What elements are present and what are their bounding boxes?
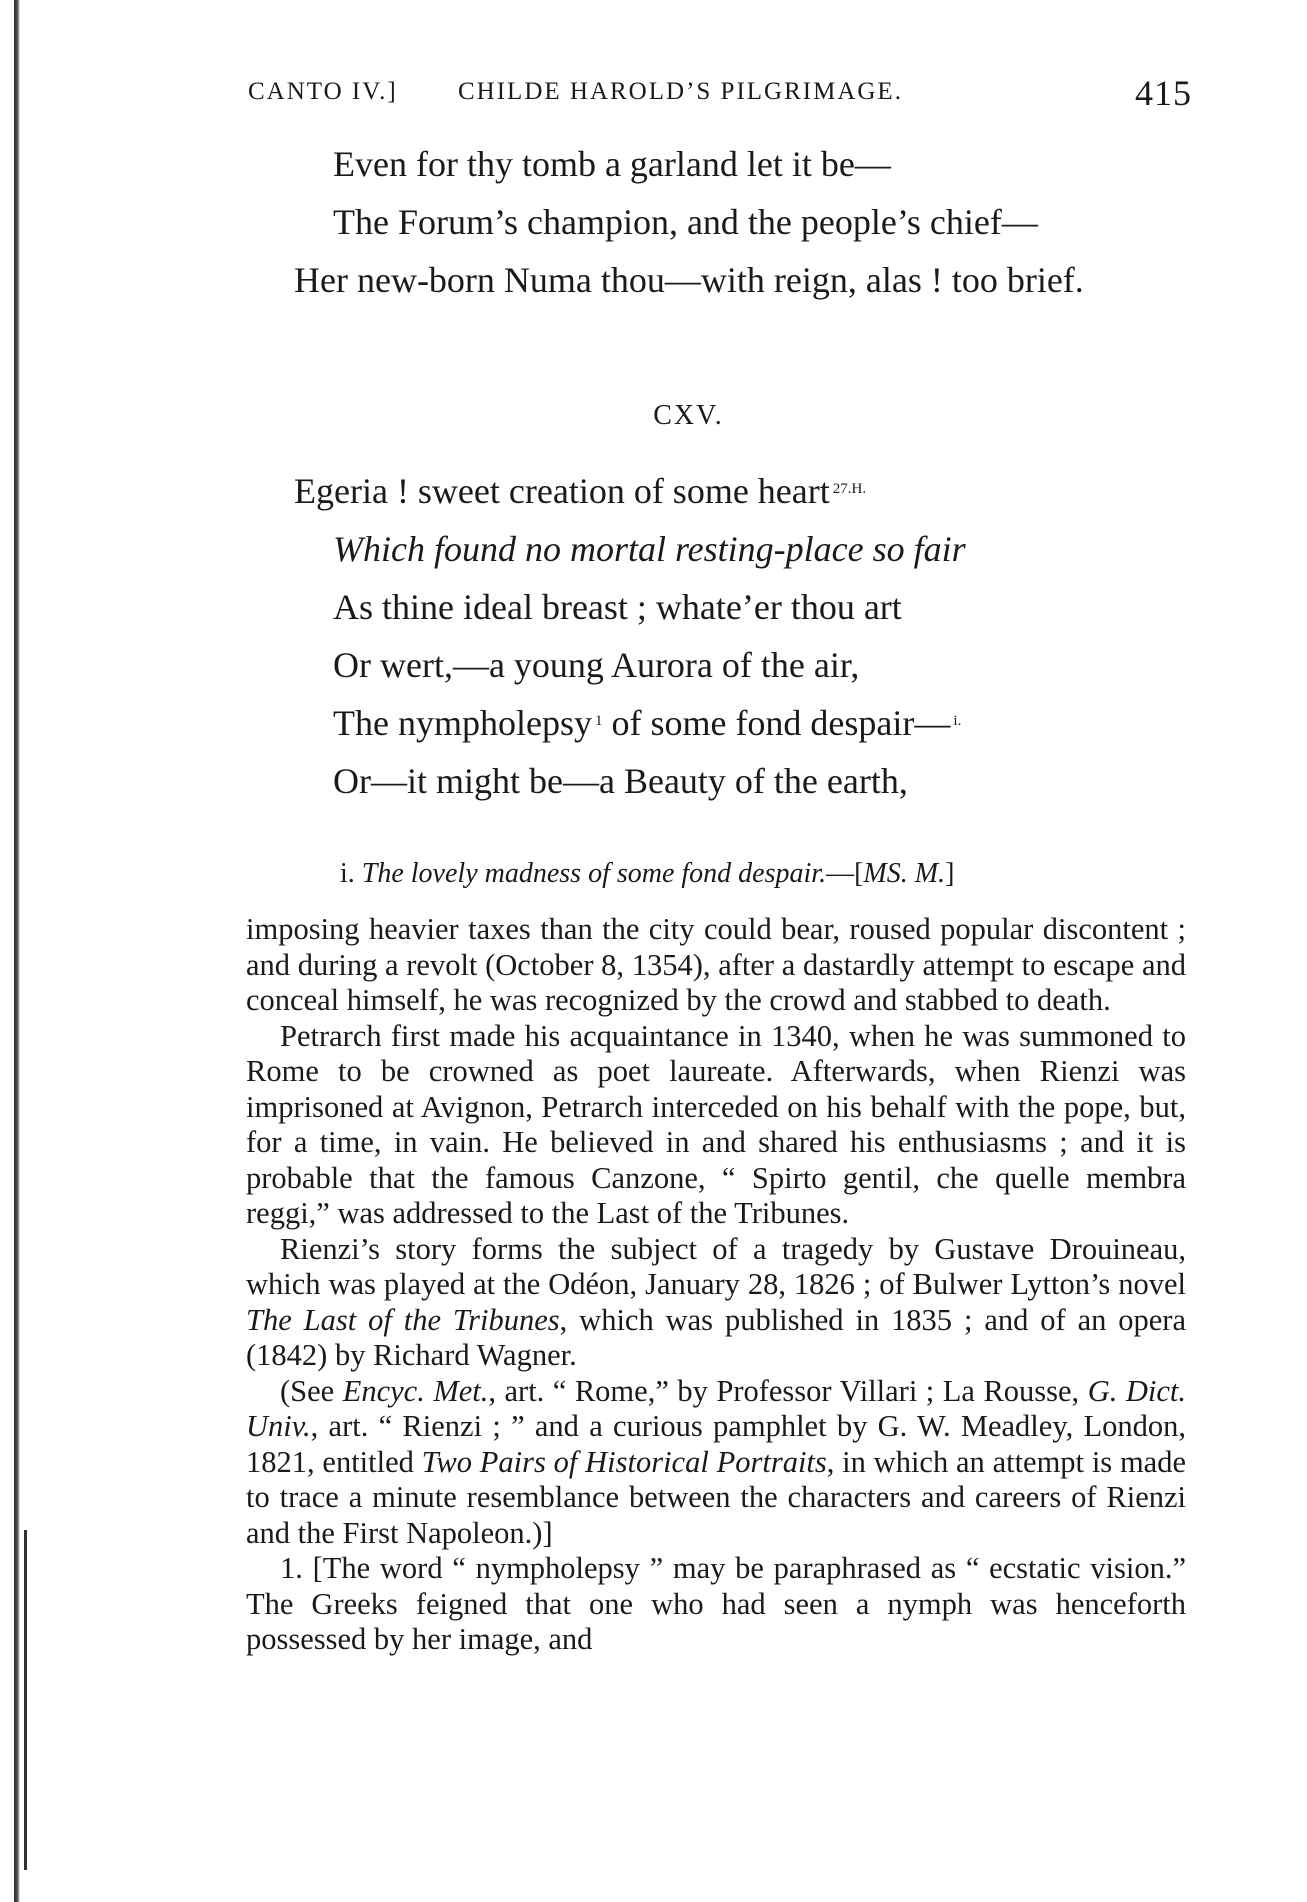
note-paragraph bbox=[246, 1374, 1186, 1552]
variant-dash: —[ bbox=[826, 858, 864, 889]
verse-line bbox=[333, 520, 966, 578]
variant-source: MS. M. bbox=[863, 858, 946, 889]
verse-line: Or—it might be—a Beauty of the earth, bbox=[333, 761, 908, 801]
variant-text: The lovely madness of some fond despair. bbox=[361, 858, 827, 889]
verse-text: Egeria ! sweet creation of some heart bbox=[294, 471, 830, 511]
verse-line: The Forum’s champion, and the people’s chief— bbox=[333, 202, 1038, 242]
variant-reference: i. bbox=[953, 713, 962, 729]
note-paragraph: 1. [The word “ nympholepsy ” may be paraphrased as “ ecstatic vision.” The Greeks feigned that one who had seen a nymph was henceforth possessed by her image, and bbox=[246, 1551, 1186, 1656]
verse-line bbox=[333, 694, 961, 752]
note-paragraph bbox=[246, 1232, 1186, 1374]
note-text: , which was published in 1835 ; and of an opera (1842) by Richard Wagner. bbox=[246, 1302, 1186, 1372]
note-italic-title: The Last of the Tribunes bbox=[246, 1302, 560, 1337]
stanza-number: CXV. bbox=[653, 400, 724, 431]
verse-line: Or wert,—a young Aurora of the air, bbox=[333, 645, 860, 685]
variant-marker: i. bbox=[340, 858, 355, 889]
note-text: , art. “ Rienzi ; ” and a curious pamphlet by G. W. Meadley, London, 1821, entitled bbox=[246, 1409, 1186, 1479]
note-paragraph: Petrarch first made his acquaintance in 1340, when he was summoned to Rome to be crowned as poet laureate. Afterwards, when Rienzi was imprisoned at Avignon, Petrarch interceded on his behalf with the pope, but, for a time, in vain. He believed in and shared his enthusiasms ; and it is probable that the famous Canzone, “ Spirto gentil, che quelle membra reggi,” was addressed to the Last of the Tribunes. bbox=[246, 1018, 1186, 1230]
note-reference: 27.H. bbox=[832, 481, 867, 497]
footnote-reference: 1 bbox=[594, 713, 603, 729]
footnotes bbox=[246, 912, 1186, 1658]
running-head-title: CHILDE HAROLD’S PILGRIMAGE. bbox=[458, 78, 903, 105]
note-text: , in which an attempt is made to trace a minute resemblance between the characters and careers of Rienzi and the First Napoleon.)] bbox=[246, 1444, 1186, 1550]
verse-text: Which found no mortal resting-place so fair bbox=[333, 529, 966, 569]
note-text: Rienzi’s story forms the subject of a tragedy by Gustave Drouineau, which was played at the Odéon, January 28, 1826 ; of Bulwer Lytton’s novel bbox=[246, 1231, 1186, 1301]
note-paragraph: imposing heavier taxes than the city could bear, roused popular discontent ; and during a revolt (October 8, 1354), after a dastardly attempt to escape and conceal himself, he was recognized by the crowd and stabbed to death. bbox=[246, 912, 1186, 1017]
note-italic-title: Encyc. Met. bbox=[342, 1373, 489, 1408]
variant-note bbox=[340, 858, 954, 890]
running-head-canto: CANTO IV.] bbox=[248, 78, 398, 105]
page-binding-edge bbox=[14, 0, 20, 1902]
page-number: 415 bbox=[1135, 73, 1192, 113]
verse-line: Even for thy tomb a garland let it be— bbox=[333, 144, 891, 184]
variant-close: ] bbox=[945, 858, 955, 889]
running-head bbox=[248, 72, 1192, 122]
verse-text: of some fond despair— bbox=[602, 703, 951, 743]
note-italic-title: Two Pairs of Historical Portraits bbox=[421, 1444, 827, 1479]
verse-line: As thine ideal breast ; whate’er thou art bbox=[333, 587, 902, 627]
note-text: (See bbox=[280, 1373, 343, 1408]
verse-line bbox=[294, 462, 866, 520]
note-text: , art. “ Rome,” by Professor Villari ; La Rousse, bbox=[488, 1373, 1088, 1408]
verse-line: Her new-born Numa thou—with reign, alas ! too brief. bbox=[294, 260, 1084, 300]
verse-text: The nympholepsy bbox=[333, 703, 592, 743]
page-binding-shadow bbox=[24, 1530, 27, 1870]
note-italic-title: G. Dict. Univ. bbox=[246, 1373, 1186, 1443]
